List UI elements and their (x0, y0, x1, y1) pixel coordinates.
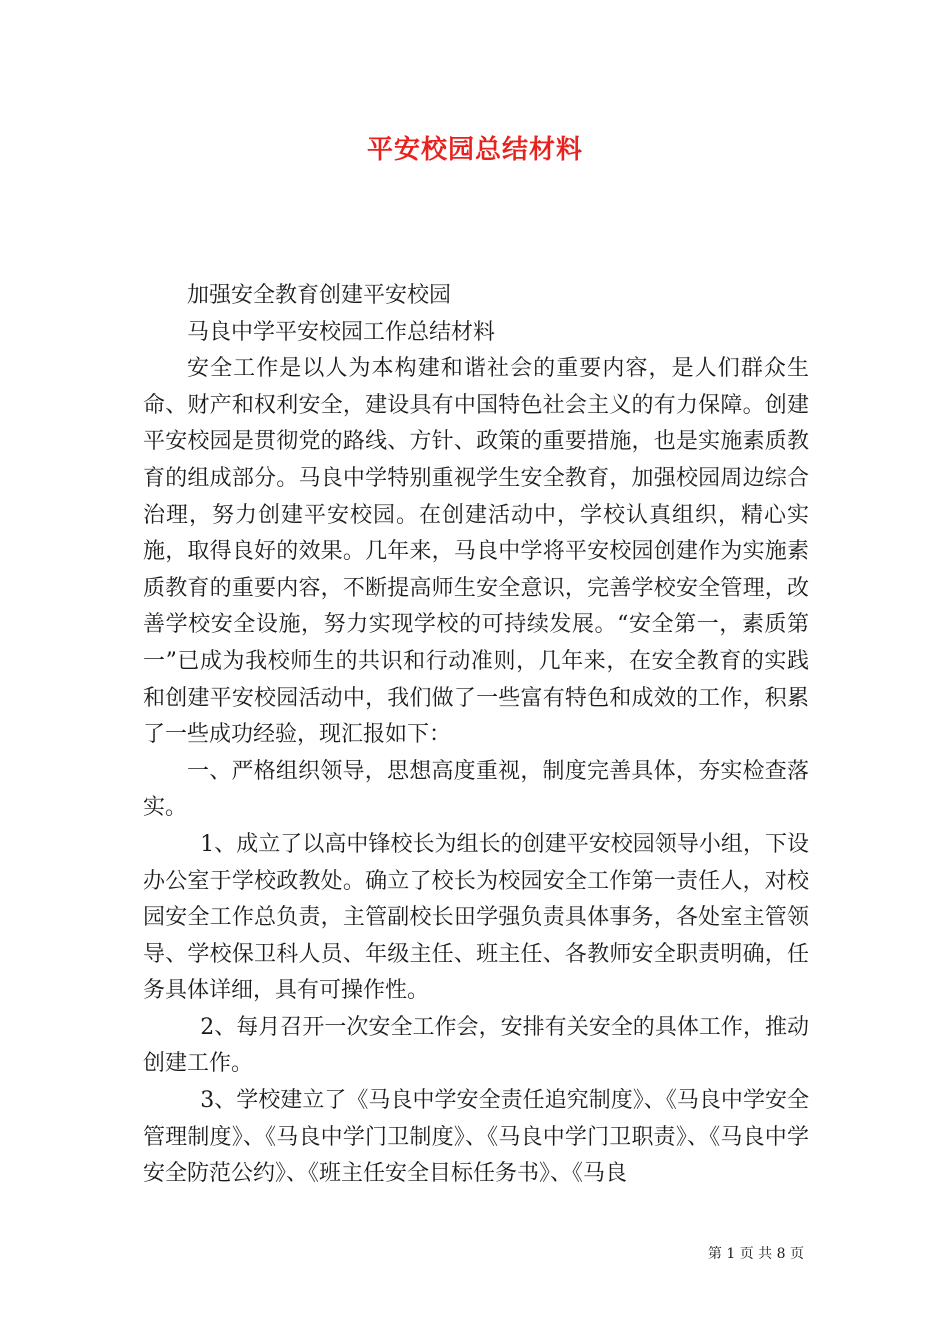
paragraph-intro: 安全工作是以人为本构建和谐社会的重要内容，是人们群众生命、财产和权利安全，建设具有中国特色社会主义的有力保障。创建平安校园是贯彻党的路线、方针、政策的重要措施，也是实施素质教育的组成部分。马良中学特别重视学生安全教育，加强校园周边综合治理，努力创建平安校园。在创建活动中，学校认真组织，精心实施，取得良好的效果。几年来，马良中学将平安校园创建作为实施素质教育的重要内容，不断提高师生安全意识，完善学校安全管理，改善学校安全设施，努力实现学校的可持续发展。“安全第一，素质第一”已成为我校师生的共识和行动准则，几年来，在安全教育的实践和创建平安校园活动中，我们做了一些富有特色和成效的工作，积累了一些成功经验，现汇报如下： (143, 356, 809, 748)
paragraph-heading-1: 加强安全教育创建平安校园 (187, 283, 452, 308)
paragraph-heading-2: 马良中学平安校园工作总结材料 (187, 319, 496, 345)
document-title: 平安校园总结材料 (366, 135, 583, 165)
paragraph-item-1: 1、成立了以高中锋校长为组长的创建平安校园领导小组，下设办公室于学校政教处。确立了校长为校园安全工作第一责任人，对校园安全工作总负责，主管副校长田学强负责具体事务，各处室主管领导、学校保卫科人员、年级主任、班主任、各教师安全职责明确，任务具体详细，具有可操作性。 (143, 831, 809, 1004)
paragraph-section-1: 一、严格组织领导，思想高度重视，制度完善具体，夯实检查落实。 (143, 758, 809, 821)
page-number: 第 1 页 共 8 页 (707, 1246, 804, 1262)
paragraph-item-3: 3、学校建立了《马良中学安全责任追究制度》、《马良中学安全管理制度》、《马良中学门卫制度》、《马良中学门卫职责》、《马良中学安全防范公约》、《班主任安全目标任务书》、《马良 (143, 1088, 809, 1187)
paragraph-item-2: 2、每月召开一次安全工作会，安排有关安全的具体工作，推动创建工作。 (143, 1014, 809, 1077)
document-body (143, 278, 809, 1193)
